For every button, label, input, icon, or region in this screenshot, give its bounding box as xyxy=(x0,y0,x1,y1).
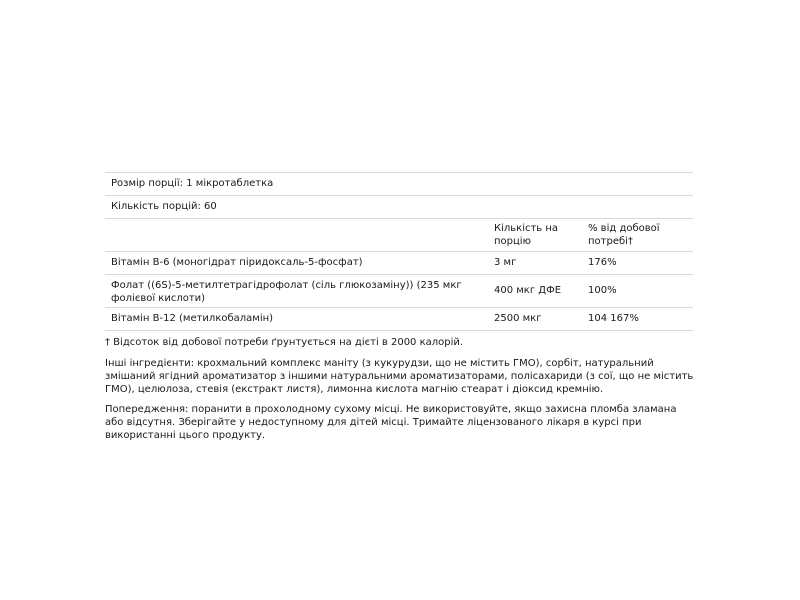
daily-value-footnote: † Відсоток від добової потреби ґрунтується на дієті в 2000 калорій. xyxy=(105,337,464,348)
nutrient-amount: 3 мг xyxy=(494,257,517,268)
column-header-daily-value: % від добової потребі† xyxy=(588,223,660,247)
table-row xyxy=(105,308,693,331)
nutrient-amount: 2500 мкг xyxy=(494,313,542,324)
table-row xyxy=(105,252,693,275)
nutrient-amount: 400 мкг ДФЕ xyxy=(494,285,562,296)
warnings-text: Попередження: поранити в прохолодному сухому місці. Не використовуйте, якщо захисна пломба зламана або відсутня. Зберігайте у недоступному для дітей місці. Тримайте ліцензованого лікаря в курсі при використанні цього продукту. xyxy=(105,404,677,441)
nutrient-daily-value: 176% xyxy=(588,257,617,268)
supplement-facts-panel xyxy=(105,172,693,331)
other-ingredients-text: Інші інгредієнти: крохмальний комплекс маніту (з кукурудзи, що не містить ГМО), сорбіт, натуральний змішаний ягідний ароматизатор з іншими натуральними ароматизаторами, полісахариди (з сої, що не містить ГМО), целюлоза, стевія (екстракт листя), лимонна кислота магнію стеарат і діоксид кремнію. xyxy=(105,358,694,395)
nutrient-name: Вітамін В-6 (моногідрат піридоксаль-5-фосфат) xyxy=(111,257,363,268)
nutrient-daily-value: 100% xyxy=(588,285,617,296)
column-header-amount: Кількість на порцію xyxy=(494,223,559,247)
serving-size-row xyxy=(105,172,693,196)
servings-per-container-text: Кількість порцій: 60 xyxy=(111,201,217,212)
nutrient-name: Вітамін В-12 (метилкобаламін) xyxy=(111,313,274,324)
servings-per-container-row xyxy=(105,196,693,219)
table-header-row xyxy=(105,219,693,252)
table-row xyxy=(105,275,693,308)
serving-size-text: Розмір порції: 1 мікротаблетка xyxy=(111,178,274,189)
nutrient-daily-value: 104 167% xyxy=(588,313,639,324)
nutrient-name: Фолат ((6S)-5-метилтетрагідрофолат (сіль глюкозаміну)) (235 мкг фолієвої кислоти) xyxy=(111,280,462,304)
